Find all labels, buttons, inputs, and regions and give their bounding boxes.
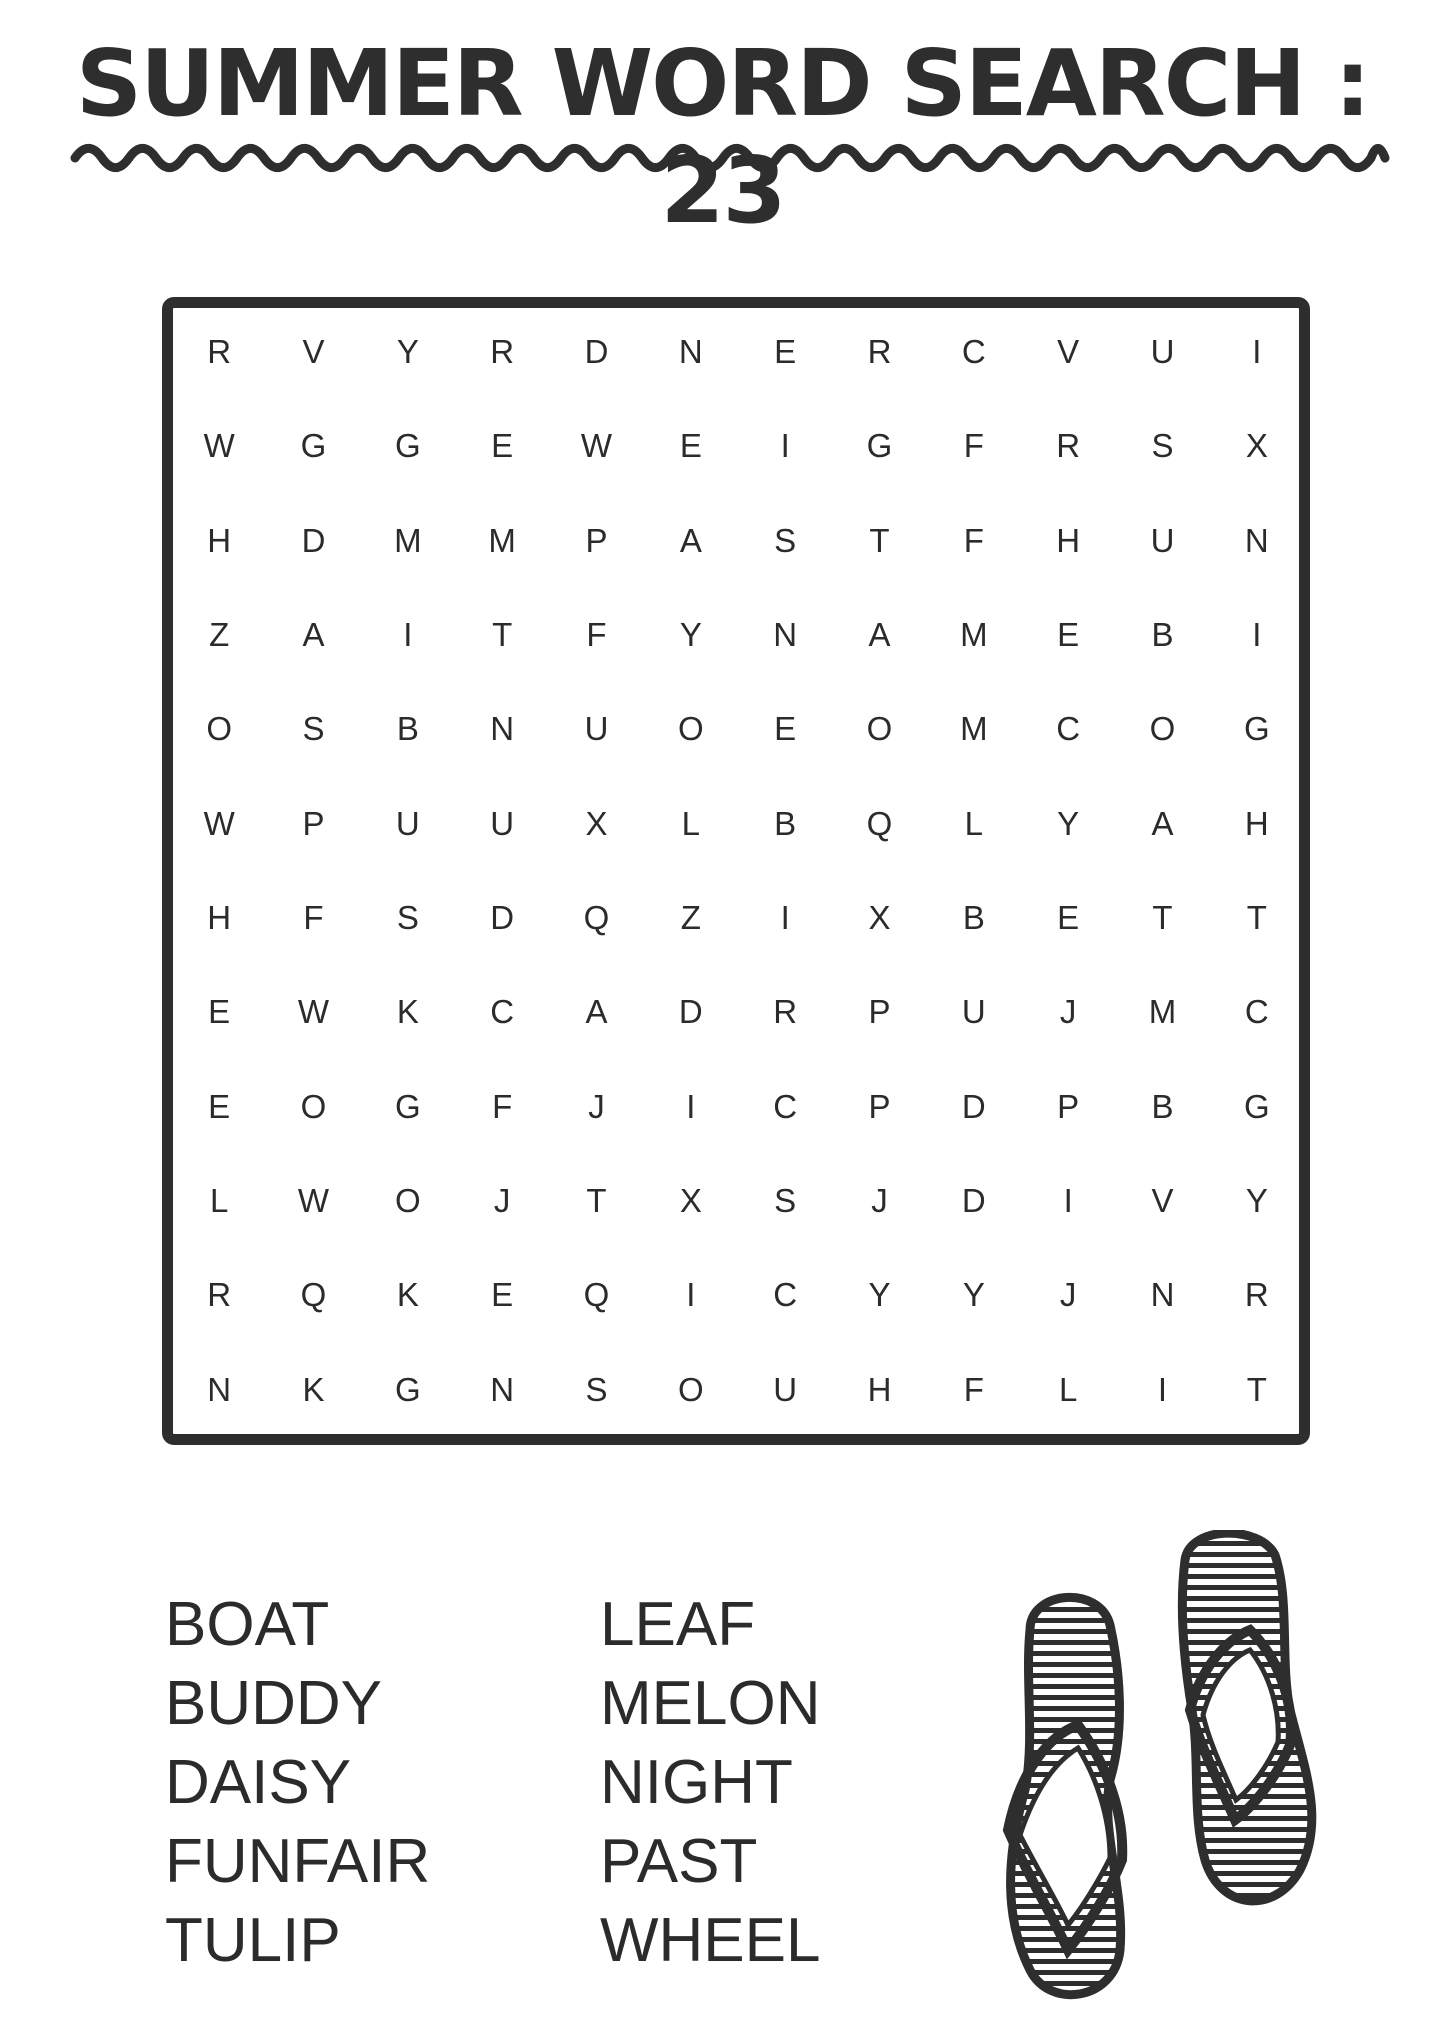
- grid-letter: K: [396, 993, 419, 1031]
- grid-letter: F: [963, 427, 984, 465]
- grid-letter: R: [1056, 427, 1081, 465]
- grid-letter: N: [490, 710, 515, 748]
- grid-letter: T: [1246, 899, 1267, 937]
- grid-letter: O: [866, 710, 893, 748]
- grid-letter: V: [1057, 333, 1080, 371]
- grid-letter: R: [867, 333, 892, 371]
- word-list-item: DAISY: [165, 1748, 352, 1817]
- page-title: SUMMER WORD SEARCH : 23: [75, 30, 1370, 244]
- grid-letter: B: [962, 899, 985, 937]
- grid-letter: C: [1056, 710, 1081, 748]
- grid-letter: X: [1245, 427, 1268, 465]
- grid-letter: S: [302, 710, 325, 748]
- grid-letter: C: [1244, 993, 1269, 1031]
- grid-letter: D: [584, 333, 609, 371]
- grid-letter: G: [394, 1370, 421, 1408]
- flip-flops-icon: [960, 1530, 1380, 2010]
- grid-letter: F: [303, 899, 324, 937]
- word-list-item: FUNFAIR: [165, 1827, 431, 1896]
- grid-letter: L: [1058, 1370, 1078, 1408]
- grid-letter: F: [963, 521, 984, 559]
- grid-letter: E: [1057, 616, 1080, 654]
- grid-letter: U: [1150, 521, 1175, 559]
- grid-letter: E: [491, 1276, 514, 1314]
- grid-letter: D: [961, 1087, 986, 1125]
- grid-letter: J: [588, 1087, 605, 1125]
- grid-letter: Y: [679, 616, 702, 654]
- grid-letter: O: [300, 1087, 327, 1125]
- grid-letter: M: [488, 521, 516, 559]
- grid-letter: Y: [962, 1276, 985, 1314]
- grid-letter: C: [961, 333, 986, 371]
- grid-letter: T: [492, 616, 513, 654]
- grid-letter: W: [203, 804, 235, 842]
- grid-letter: Y: [1057, 804, 1080, 842]
- grid-letter: M: [1148, 993, 1177, 1031]
- grid-letter: Z: [209, 616, 230, 654]
- grid-letter: P: [868, 993, 891, 1031]
- left-sandal: [1008, 1597, 1122, 1994]
- grid-letter: X: [679, 1182, 702, 1220]
- word-list-item: BOAT: [165, 1590, 330, 1659]
- word-list-item: LEAF: [600, 1590, 756, 1659]
- grid-letter: L: [209, 1182, 229, 1220]
- grid-letter: G: [300, 427, 327, 465]
- grid-letter: M: [960, 616, 988, 654]
- grid-letter: H: [207, 899, 232, 937]
- grid-letter: R: [1244, 1276, 1269, 1314]
- grid-letter: E: [774, 333, 797, 371]
- grid-letter: D: [678, 993, 703, 1031]
- grid-letter: R: [207, 1276, 232, 1314]
- grid-letter: U: [773, 1370, 798, 1408]
- grid-letter: L: [681, 804, 700, 842]
- grid-letter: T: [586, 1182, 607, 1220]
- grid-letter: I: [780, 427, 790, 465]
- grid-letter: D: [490, 899, 515, 937]
- grid-letter: I: [1157, 1370, 1168, 1408]
- grid-letter: F: [492, 1087, 513, 1125]
- grid-letter: B: [1151, 616, 1174, 654]
- grid-letter: H: [1056, 521, 1081, 559]
- grid-letter: E: [774, 710, 797, 748]
- grid-letter: I: [403, 616, 413, 654]
- grid-letter: A: [1151, 804, 1174, 842]
- grid-letter: P: [1057, 1087, 1080, 1125]
- grid-letter: Q: [583, 899, 610, 937]
- grid-letter: Q: [866, 804, 893, 842]
- grid-letter: Y: [1245, 1182, 1268, 1220]
- grid-letter: W: [580, 427, 613, 465]
- grid-letter: O: [677, 1370, 704, 1408]
- grid-letter: F: [586, 616, 607, 654]
- grid-letter: W: [297, 1182, 330, 1220]
- grid-letter: C: [773, 1276, 798, 1314]
- grid-letter: D: [961, 1182, 986, 1220]
- grid-letter: O: [206, 710, 232, 748]
- grid-letter: T: [1246, 1370, 1267, 1408]
- grid-letter: I: [780, 899, 790, 937]
- grid-letter: V: [302, 333, 325, 371]
- wave-divider-icon: [70, 138, 1390, 178]
- grid-letter: J: [1059, 1276, 1077, 1314]
- grid-letter: W: [203, 427, 235, 465]
- grid-letter: S: [396, 899, 419, 937]
- word-list-item: WHEEL: [600, 1906, 821, 1975]
- grid-letter: G: [394, 427, 421, 465]
- grid-letter: S: [774, 1182, 797, 1220]
- grid-letter: F: [963, 1370, 984, 1408]
- grid-letter: E: [208, 1087, 231, 1125]
- word-list-item: PAST: [600, 1827, 758, 1896]
- grid-letter: N: [1244, 521, 1269, 559]
- grid-letter: H: [867, 1370, 892, 1408]
- grid-letter: I: [1252, 616, 1262, 654]
- word-list-item: BUDDY: [165, 1669, 383, 1738]
- grid-letter: N: [1150, 1276, 1175, 1314]
- grid-letter: I: [686, 1087, 696, 1125]
- grid-letter: M: [394, 521, 422, 559]
- grid-letter: K: [396, 1276, 419, 1314]
- grid-letter: S: [1151, 427, 1174, 465]
- word-list-item: MELON: [600, 1669, 821, 1738]
- grid-letter: W: [297, 993, 330, 1031]
- grid-letter: E: [679, 427, 702, 465]
- grid-letter: A: [302, 616, 325, 654]
- grid-letter: P: [585, 521, 608, 559]
- grid-letter: S: [585, 1370, 608, 1408]
- grid-letter: O: [677, 710, 704, 748]
- grid-letter: N: [207, 1370, 232, 1408]
- grid-letter: V: [1151, 1182, 1174, 1220]
- grid-letter: H: [207, 521, 232, 559]
- grid-letter: S: [774, 521, 797, 559]
- grid-letter: O: [394, 1182, 421, 1220]
- grid-letter: J: [1059, 993, 1077, 1031]
- grid-letter: U: [1150, 333, 1175, 371]
- grid-letter: G: [866, 427, 893, 465]
- grid-letter: A: [679, 521, 702, 559]
- grid-letter: J: [493, 1182, 511, 1220]
- grid-letter: C: [490, 993, 515, 1031]
- grid-letter: E: [208, 993, 231, 1031]
- grid-letter: B: [774, 804, 797, 842]
- grid-letter: L: [964, 804, 983, 842]
- grid-letter: P: [302, 804, 325, 842]
- grid-letter: U: [395, 804, 420, 842]
- grid-letter: X: [868, 899, 891, 937]
- grid-letter: Y: [396, 333, 419, 371]
- grid-letter: D: [301, 521, 326, 559]
- letter-grid: [167, 300, 1309, 1442]
- grid-letter: U: [490, 804, 515, 842]
- word-list-column-1: [165, 1585, 430, 1980]
- grid-letter: I: [1063, 1182, 1073, 1220]
- grid-letter: X: [585, 804, 608, 842]
- grid-letter: R: [773, 993, 798, 1031]
- grid-letter: J: [871, 1182, 888, 1220]
- grid-letter: O: [1149, 710, 1176, 748]
- right-sandal: [1182, 1533, 1311, 1901]
- grid-letter: Z: [680, 899, 701, 937]
- grid-letter: Q: [583, 1276, 610, 1314]
- grid-letter: E: [491, 427, 514, 465]
- grid-letter: Y: [868, 1276, 891, 1314]
- grid-letter: A: [868, 616, 891, 654]
- grid-letter: P: [868, 1087, 891, 1125]
- grid-letter: B: [396, 710, 419, 748]
- grid-letter: B: [1151, 1087, 1174, 1125]
- grid-letter: I: [1252, 333, 1262, 371]
- grid-letter: Q: [300, 1276, 327, 1314]
- grid-letter: R: [207, 333, 232, 371]
- grid-letter: C: [773, 1087, 798, 1125]
- grid-letter: R: [490, 333, 515, 371]
- word-list-column-2: [600, 1585, 820, 1980]
- grid-letter: U: [584, 710, 609, 748]
- grid-letter: T: [869, 521, 890, 559]
- grid-letter: G: [1243, 710, 1270, 748]
- grid-letter: K: [302, 1370, 325, 1408]
- word-list-item: TULIP: [165, 1906, 341, 1975]
- grid-letter: H: [1244, 804, 1269, 842]
- grid-letter: N: [773, 616, 798, 654]
- grid-letter: N: [678, 333, 703, 371]
- grid-letter: T: [1152, 899, 1173, 937]
- grid-letter: I: [686, 1276, 696, 1314]
- grid-letter: G: [394, 1087, 421, 1125]
- grid-letter: M: [960, 710, 988, 748]
- grid-letter: E: [1057, 899, 1080, 937]
- grid-letter: A: [585, 993, 608, 1031]
- grid-letter: U: [961, 993, 986, 1031]
- grid-letter: N: [490, 1370, 515, 1408]
- word-list-item: NIGHT: [600, 1748, 793, 1817]
- grid-letter: G: [1243, 1087, 1270, 1125]
